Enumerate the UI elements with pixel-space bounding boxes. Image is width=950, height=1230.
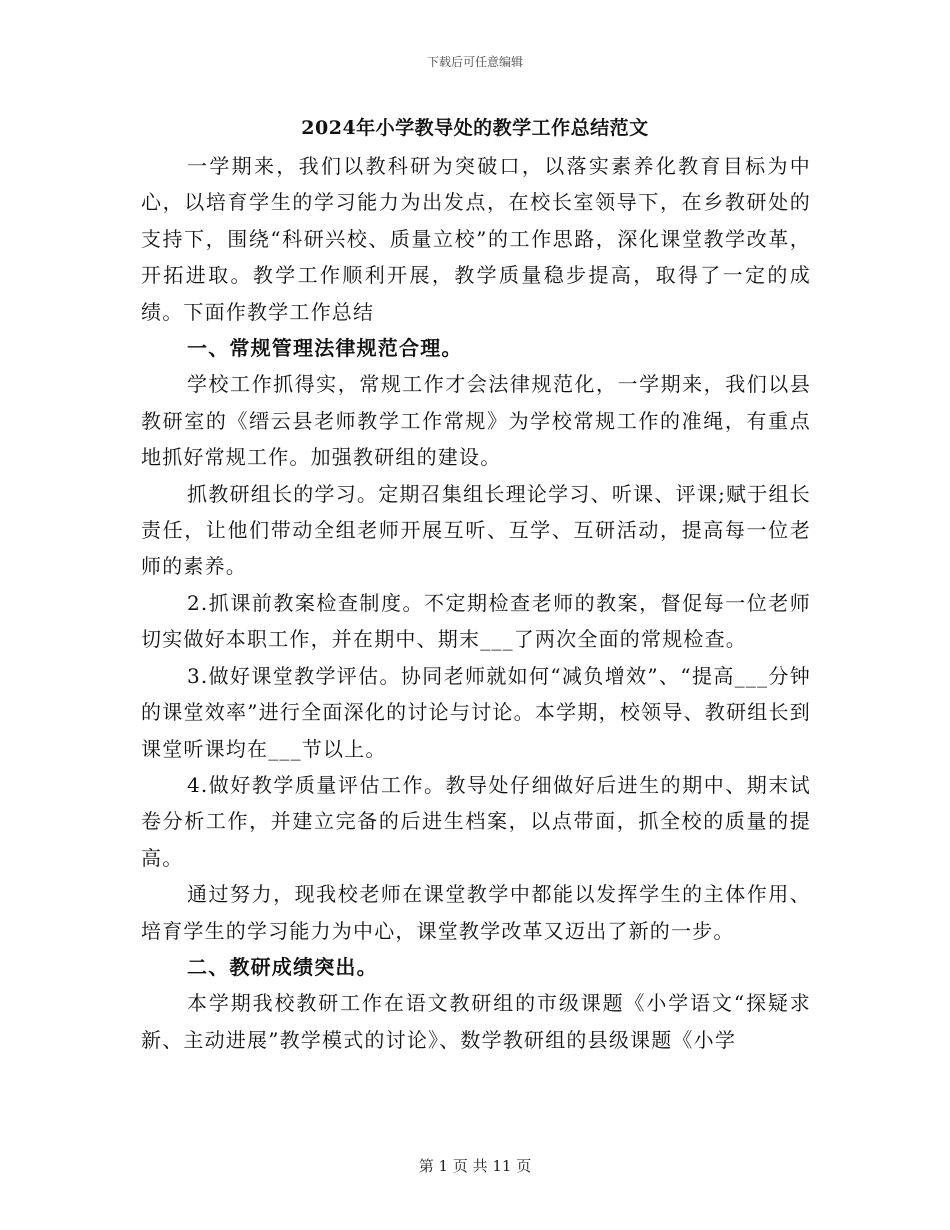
paragraph: 学校工作抓得实，常规工作才会法律规范化，一学期来，我们以县教研室的《缙云县老师教学工作常规》为学校常规工作的准绳，有重点地抓好常规工作。加强教研组的建设。 <box>141 372 811 470</box>
paragraph: 通过努力，现我校老师在课堂教学中都能以发挥学生的主体作用、培育学生的学习能力为中心，课堂教学改革又迈出了新的一步。 <box>141 882 811 943</box>
section-heading-2: 二、教研成绩突出。 <box>187 954 378 979</box>
document-body <box>141 148 811 1058</box>
paragraph: 4.做好教学质量评估工作。教导处仔细做好后进生的期中、期末试卷分析工作，并建立完备的后进生档案，以点带面，抓全校的质量的提高。 <box>141 772 811 870</box>
section-heading-1: 一、常规管理法律规范合理。 <box>187 336 463 361</box>
document-title: 2024年小学教导处的教学工作总结范文 <box>301 117 649 139</box>
paragraph: 2.抓课前教案检查制度。不定期检查老师的教案，督促每一位老师切实做好本职工作，并在期中、期末___了两次全面的常规检查。 <box>141 590 811 652</box>
page-header-note: 下载后可任意编辑 <box>426 55 523 69</box>
paragraph: 抓教研组长的学习。定期召集组长理论学习、听课、评课;赋于组长责任，让他们带动全组老师开展互听、互学、互研活动，提高每一位老师的素养。 <box>141 481 811 579</box>
paragraph: 3.做好课堂教学评估。协同老师就如何“减负增效”、“提高___分钟的课堂效率”进行全面深化的讨论与讨论。本学期，校领导、教研组长到课堂听课均在___节以上。 <box>141 663 811 761</box>
paragraph: 本学期我校教研工作在语文教研组的市级课题《小学语文“探疑求新、主动进展”教学模式的讨论》、数学教研组的县级课题《小学 <box>141 991 811 1052</box>
paragraph-intro: 一学期来，我们以教科研为突破口，以落实素养化教育目标为中心，以培育学生的学习能力为出发点，在校长室领导下，在乡教研处的支持下，围绕“科研兴校、质量立校”的工作思路，深化课堂教学改革，开拓进取。教学工作顺利开展，教学质量稳步提高，取得了一定的成绩。下面作教学工作总结 <box>141 154 811 324</box>
page-number-indicator: 第 1 页 共 11 页 <box>418 1157 532 1175</box>
